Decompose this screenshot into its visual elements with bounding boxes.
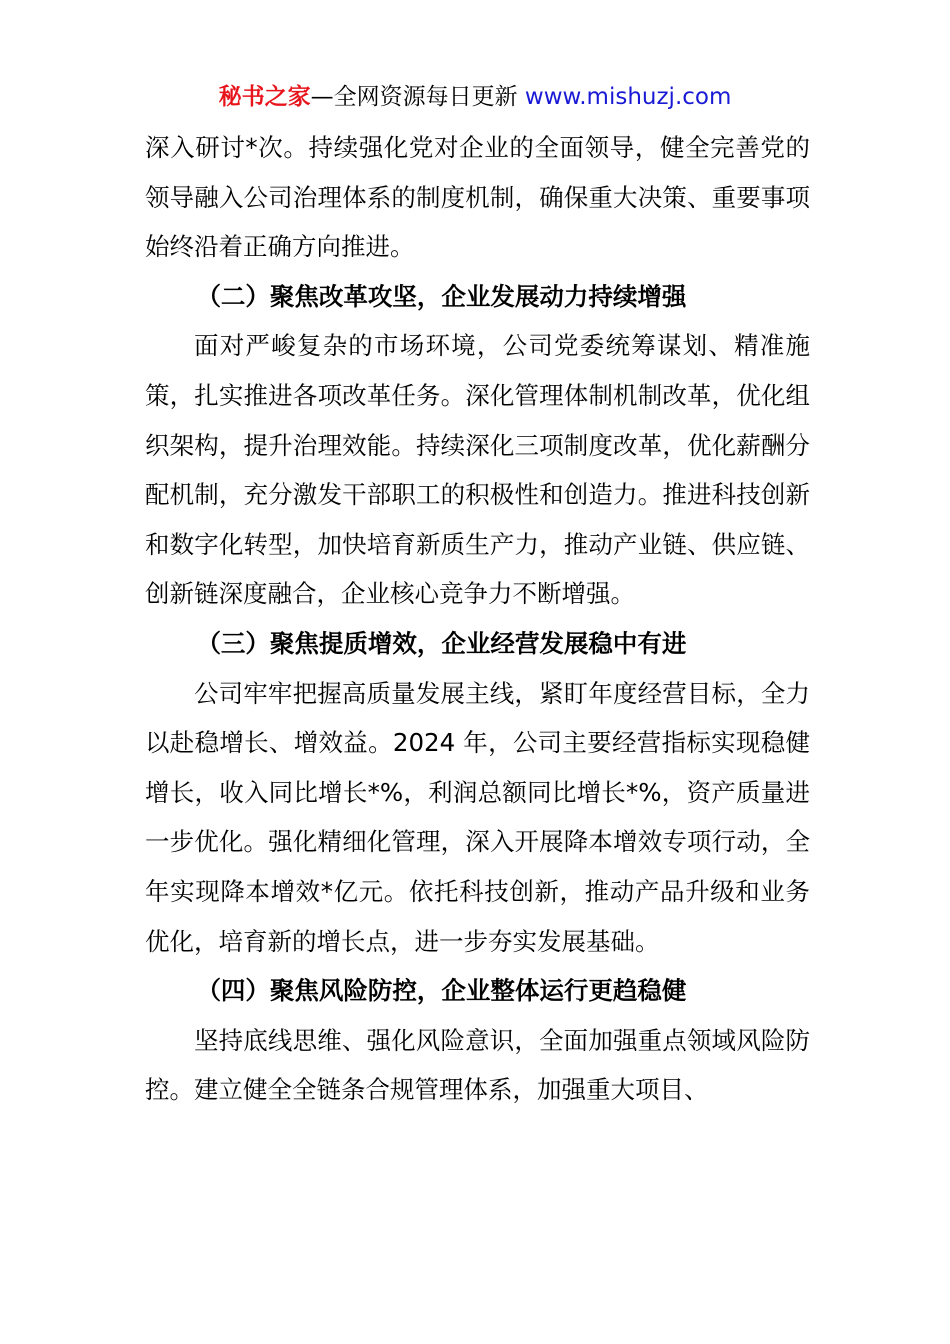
paragraph-efficiency: 公司牢牢把握高质量发展主线，紧盯年度经营目标，全力以赴稳增长、增效益。2024 年，公司主要经营指标实现稳健增长，收入同比增长*%，利润总额同比增长*%，资产质量进一步优化。强化精细化管理，深入开展降本增效专项行动，全年实现降本增效*亿元。依托科技创新，推动产品升级和业务优化，培育新的增长点，进一步夯实发展基础。 — [145, 678, 810, 956]
paragraph-risk: 坚持底线思维、强化风险意识，全面加强重点领域风险防控。建立健全全链条合规管理体系，加强重大项目、 — [145, 1025, 810, 1105]
section-heading-2: （二）聚焦改革攻坚，企业发展动力持续增强 — [196, 281, 687, 311]
section-heading-4: （四）聚焦风险防控，企业整体运行更趋稳健 — [196, 976, 687, 1006]
site-header — [0, 80, 950, 114]
paragraph-continuation: 深入研讨*次。持续强化党对企业的全面领导，健全完善党的领导融入公司治理体系的制度机制，确保重大决策、重要事项始终沿着正确方向推进。 — [145, 133, 810, 262]
section-heading-3: （三）聚焦提质增效，企业经营发展稳中有进 — [196, 628, 687, 658]
document-body — [145, 123, 810, 1115]
site-brand: 秘书之家 — [218, 84, 311, 110]
site-tagline: —全网资源每日更新 — [310, 84, 525, 110]
paragraph-reform: 面对严峻复杂的市场环境，公司党委统筹谋划、精准施策，扎实推进各项改革任务。深化管理体制机制改革，优化组织架构，提升治理效能。持续深化三项制度改革，优化薪酬分配机制，充分激发干部职工的积极性和创造力。推进科技创新和数字化转型，加快培育新质生产力，推动产业链、供应链、创新链深度融合，企业核心竞争力不断增强。 — [145, 331, 810, 609]
site-url-link[interactable]: www.mishuzj.com — [524, 84, 732, 110]
